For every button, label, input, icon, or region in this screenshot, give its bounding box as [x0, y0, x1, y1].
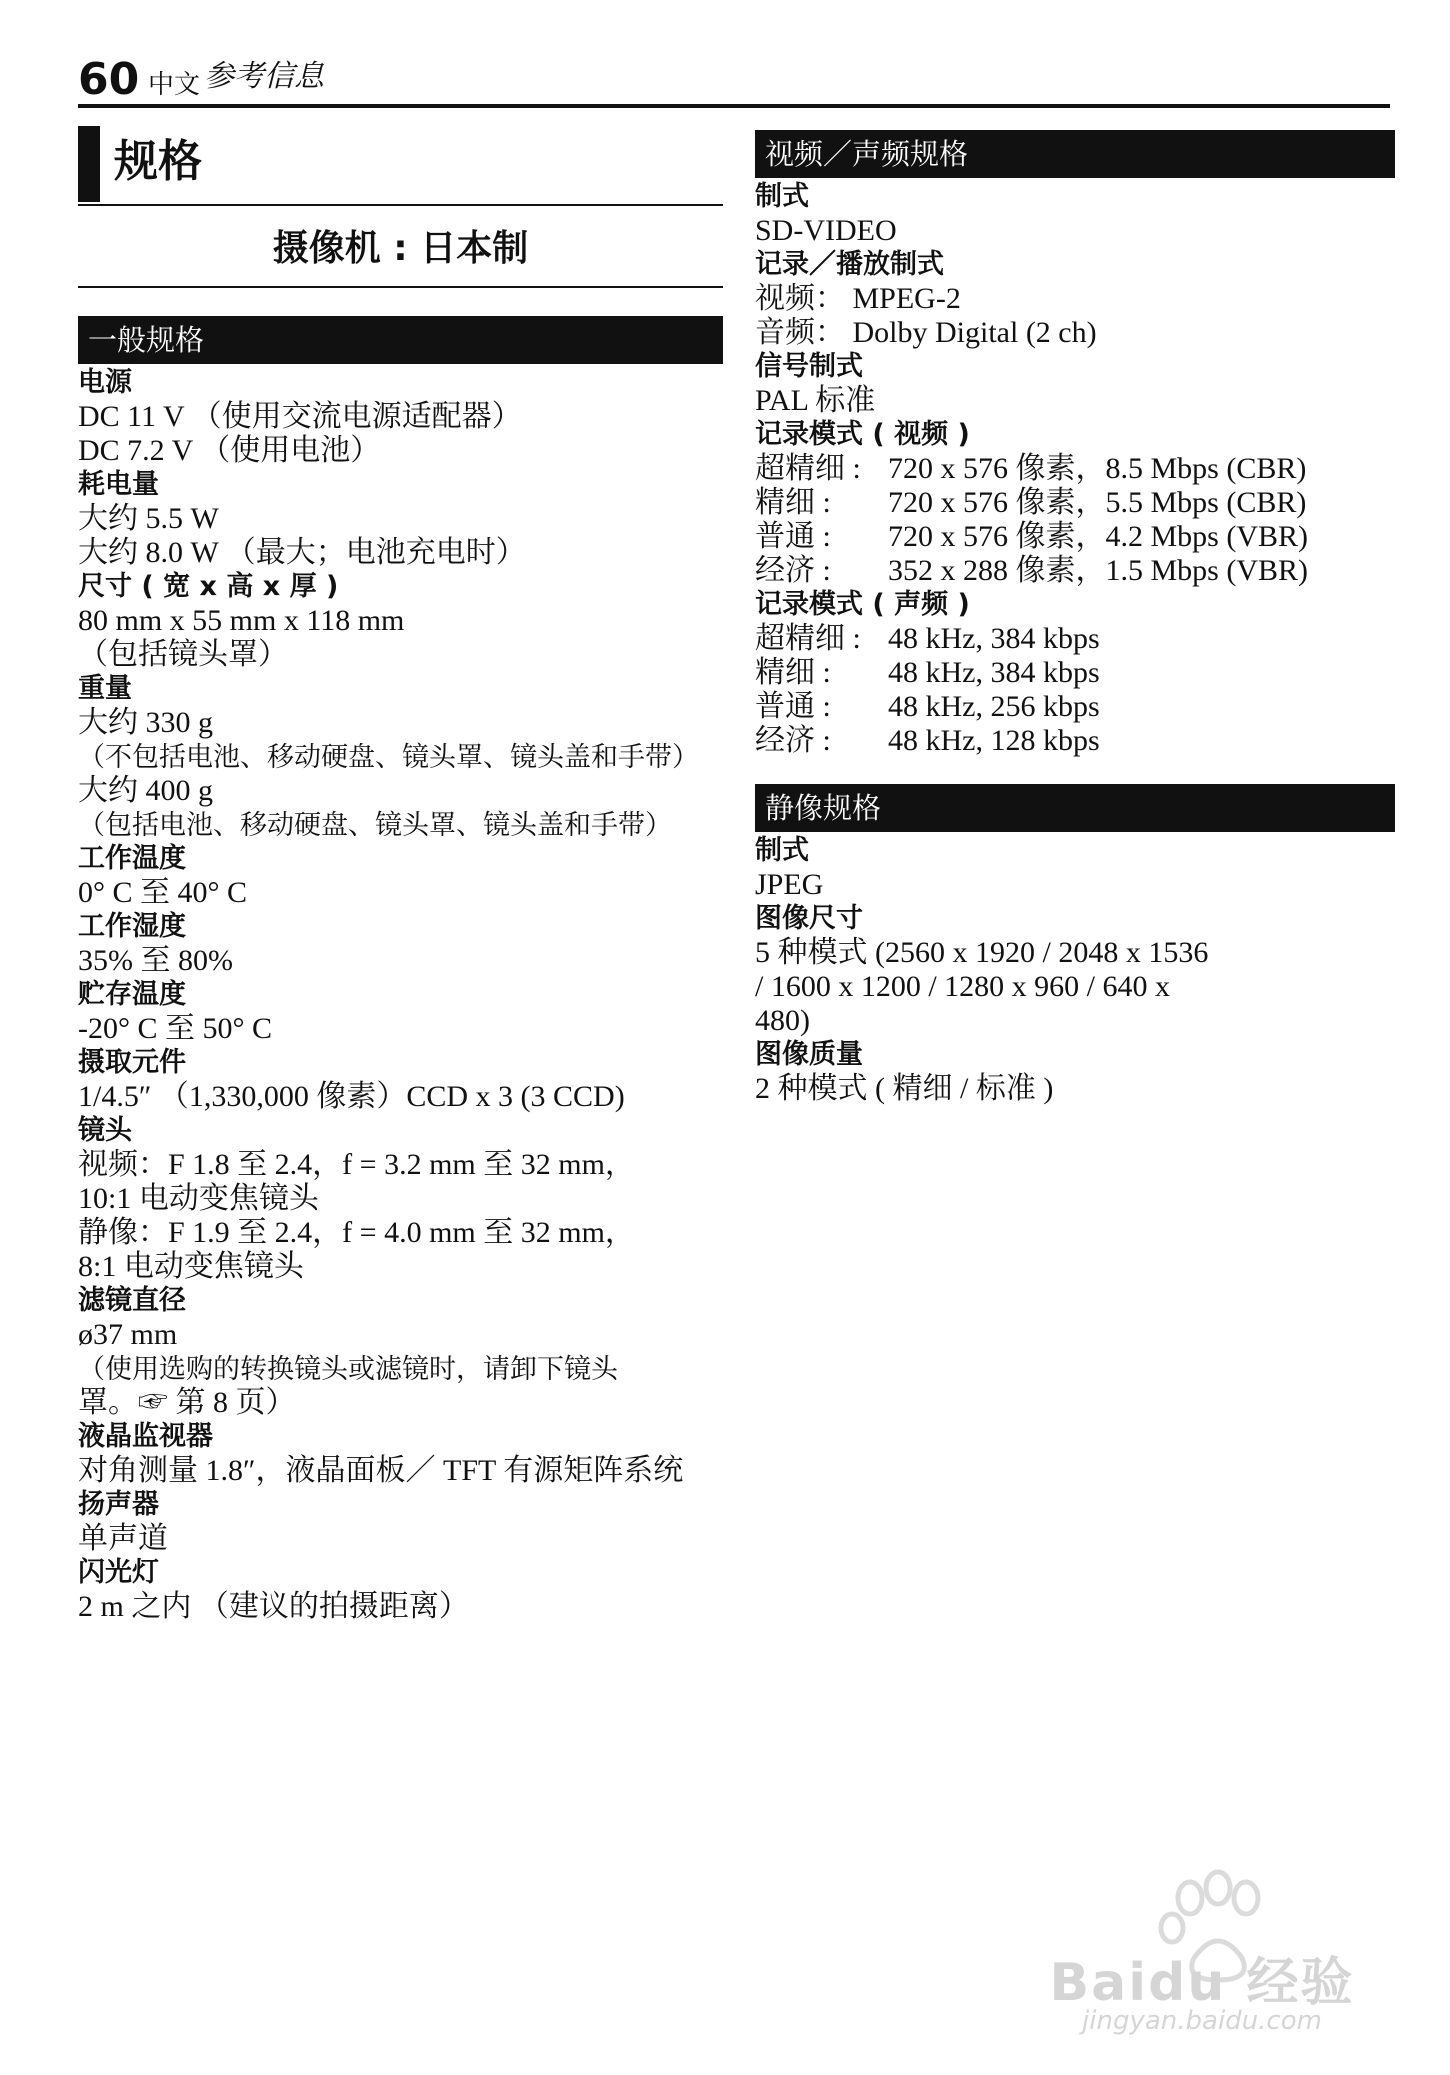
spec-value-line: 静像：F 1.9 至 2.4，f = 4.0 mm 至 32 mm，: [78, 1216, 635, 1249]
spec-value-line: （使用选购的转换镜头或滤镜时，请卸下镜头: [78, 1354, 618, 1384]
spec-value-line: 大约 400 g: [78, 774, 213, 807]
mode-value: 48 kHz, 256 kbps: [888, 690, 1100, 723]
spec-heading: 滤镜直径: [78, 1285, 186, 1316]
mode-value: 48 kHz, 384 kbps: [888, 622, 1100, 655]
audio-mode-row: [755, 656, 1395, 690]
spec-value-line: 35% 至 80%: [78, 944, 233, 977]
video-mode-row: [755, 486, 1395, 520]
spec-heading: 电源: [78, 367, 132, 398]
av-signal-value: PAL 标准: [755, 384, 876, 417]
mode-value: 48 kHz, 128 kbps: [888, 724, 1100, 757]
av-format-heading: 制式: [755, 181, 809, 212]
spec-value-line: 大约 330 g: [78, 706, 213, 739]
video-mode-row: [755, 554, 1395, 588]
still-quality-heading: 图像质量: [755, 1039, 863, 1070]
mode-label: 精细 :: [755, 656, 831, 689]
video-mode-row: [755, 520, 1395, 554]
mode-label: 超精细 :: [755, 452, 861, 485]
audio-mode-heading: 记录模式 ( 声频 ): [755, 589, 970, 620]
spec-value-line: 视频：F 1.8 至 2.4，f = 3.2 mm 至 32 mm，: [78, 1148, 635, 1181]
watermark-logo-text: Baidu 经验: [1049, 1953, 1355, 2013]
baidu-watermark: [1022, 1840, 1382, 2040]
spec-value-line: 8:1 电动变焦镜头: [78, 1250, 304, 1283]
watermark-url: jingyan.baidu.com: [1082, 2006, 1322, 2036]
spec-heading: 工作温度: [78, 843, 186, 874]
still-size-line: 480): [755, 1004, 810, 1037]
left-column: [78, 126, 723, 1624]
spec-value-line: 对角测量 1.8″，液晶面板／ TFT 有源矩阵系统: [78, 1454, 684, 1487]
av-signal-heading: 信号制式: [755, 351, 863, 382]
audio-mode-row: [755, 690, 1395, 724]
spec-heading: 工作湿度: [78, 911, 186, 942]
general-specs-list: [78, 366, 723, 1624]
mode-label: 精细 :: [755, 486, 831, 519]
av-format-value: SD-VIDEO: [755, 214, 897, 247]
spec-heading: 镜头: [78, 1115, 132, 1146]
spec-value-line: DC 7.2 V （使用电池）: [78, 434, 381, 467]
spec-value-line: 大约 8.0 W （最大；电池充电时）: [78, 536, 526, 569]
language-label: 中文: [148, 70, 201, 100]
spec-value-line: 2 m 之内 （建议的拍摄距离）: [78, 1590, 469, 1623]
mode-value: 720 x 576 像素，4.2 Mbps (VBR): [888, 520, 1309, 553]
av-rec-heading: 记录／播放制式: [755, 249, 944, 280]
mode-label: 经济 :: [755, 724, 831, 757]
section-label: 参考信息: [204, 59, 324, 94]
spec-heading: 重量: [78, 673, 132, 704]
audio-mode-row: [755, 622, 1395, 656]
mode-value: 720 x 576 像素，8.5 Mbps (CBR): [888, 452, 1307, 485]
spec-heading: 液晶监视器: [78, 1421, 213, 1452]
spec-value-line: -20° C 至 50° C: [78, 1012, 273, 1045]
spec-value-line: 0° C 至 40° C: [78, 876, 248, 909]
spec-value-line: ø37 mm: [78, 1318, 178, 1351]
spec-value-line: 大约 5.5 W: [78, 502, 219, 535]
video-mode-heading: 记录模式 ( 视频 ): [755, 419, 970, 450]
av-rec-audio: 音频： Dolby Digital (2 ch): [755, 316, 1097, 349]
page-title: 规格: [114, 136, 202, 187]
spec-heading: 摄取元件: [78, 1047, 186, 1078]
page-subtitle: 摄像机 : 日本制: [78, 216, 723, 288]
main-title-block: [78, 126, 723, 206]
mode-label: 普通 :: [755, 690, 831, 723]
mode-label: 超精细 :: [755, 622, 861, 655]
still-size-line: / 1600 x 1200 / 1280 x 960 / 640 x: [755, 970, 1171, 1003]
title-marker: [78, 126, 100, 202]
spec-value-line: （包括镜头罩）: [78, 638, 288, 671]
still-format-heading: 制式: [755, 835, 809, 866]
still-format-value: JPEG: [755, 868, 824, 901]
page-header: [78, 56, 1390, 108]
still-specs-bar: 静像规格: [755, 784, 1395, 832]
av-specs-bar: 视频／声频规格: [755, 130, 1395, 178]
mode-value: 720 x 576 像素，5.5 Mbps (CBR): [888, 486, 1307, 519]
spec-value-line: 10:1 电动变焦镜头: [78, 1182, 319, 1215]
spec-heading: 扬声器: [78, 1489, 159, 1520]
mode-value: 48 kHz, 384 kbps: [888, 656, 1100, 689]
spec-value-line: 80 mm x 55 mm x 118 mm: [78, 604, 405, 637]
av-rec-video: 视频： MPEG-2: [755, 282, 961, 315]
still-quality-value: 2 种模式 ( 精细 / 标准 ): [755, 1072, 1054, 1105]
right-column: [755, 130, 1395, 1106]
still-size-line: 5 种模式 (2560 x 1920 / 2048 x 1536: [755, 936, 1209, 969]
spec-heading: 尺寸 ( 宽 x 高 x 厚 ): [78, 571, 339, 602]
video-mode-row: [755, 452, 1395, 486]
general-specs-bar: 一般规格: [78, 316, 723, 364]
spec-value-line: 1/4.5″ （1,330,000 像素）CCD x 3 (3 CCD): [78, 1080, 625, 1113]
spec-heading: 闪光灯: [78, 1557, 159, 1588]
audio-mode-row: [755, 724, 1395, 758]
spec-value-line: 罩。☞ 第 8 页）: [78, 1386, 296, 1419]
spec-value-line: 单声道: [78, 1522, 168, 1555]
spec-value-line: （不包括电池、移动硬盘、镜头罩、镜头盖和手带）: [78, 742, 699, 772]
spec-value-line: （包括电池、移动硬盘、镜头罩、镜头盖和手带）: [78, 810, 672, 840]
spec-value-line: DC 11 V （使用交流电源适配器）: [78, 400, 522, 433]
mode-label: 普通 :: [755, 520, 831, 553]
mode-label: 经济 :: [755, 554, 831, 587]
spec-heading: 贮存温度: [78, 979, 186, 1010]
mode-value: 352 x 288 像素，1.5 Mbps (VBR): [888, 554, 1309, 587]
spec-heading: 耗电量: [78, 469, 159, 500]
still-size-heading: 图像尺寸: [755, 903, 863, 934]
page-number: 60: [78, 54, 140, 105]
